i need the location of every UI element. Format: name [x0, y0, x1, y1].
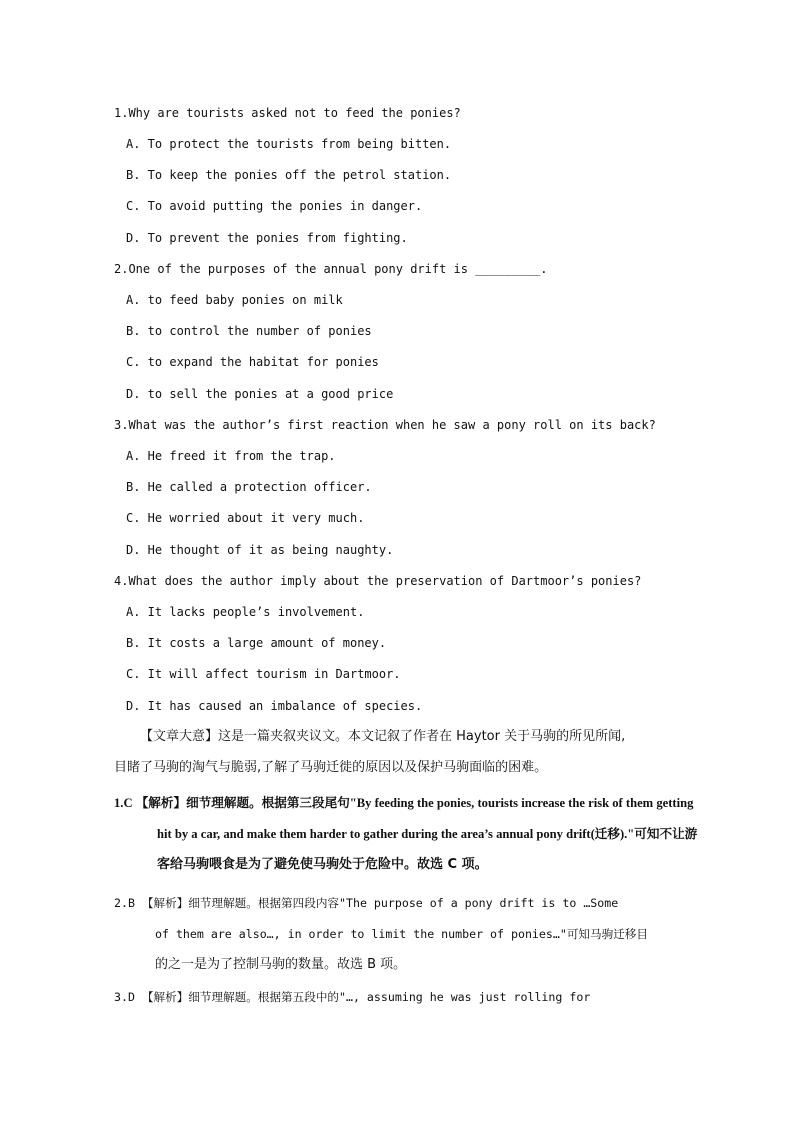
answer-2-line-3: 的之一是为了控制马驹的数量。故选 B 项。 — [155, 957, 407, 972]
question-4-stem: 4.What does the author imply about the preservation of Dartmoor’s ponies? — [114, 574, 642, 588]
question-2-option-b: B. to control the number of ponies — [126, 324, 372, 338]
answer-1-line-3: 客给马驹喂食是为了避免使马驹处于危险中。故选 C 项。 — [157, 857, 488, 872]
question-3-option-d: D. He thought of it as being naughty. — [126, 543, 394, 557]
question-4-option-c: C. It will affect tourism in Dartmoor. — [126, 667, 401, 681]
answer-2-line-2: of them are also…, in order to limit the number of ponies…"可知马驹迁移目 — [155, 927, 648, 941]
answer-3-line-1: 3.D 【解析】细节理解题。根据第五段中的"…, assuming he was just rolling for — [114, 990, 591, 1004]
answer-2-line-1: 2.B 【解析】细节理解题。根据第四段内容"The purpose of a pony drift is to …Some — [114, 896, 619, 910]
question-3-option-b: B. He called a protection officer. — [126, 480, 372, 494]
question-2-option-a: A. to feed baby ponies on milk — [126, 293, 343, 307]
summary-line-2: 目睹了马驹的淘气与脆弱,了解了马驹迁徙的原因以及保护马驹面临的困难。 — [114, 760, 548, 775]
question-4-option-a: A. It lacks people’s involvement. — [126, 605, 365, 619]
question-1-option-b: B. To keep the ponies off the petrol station. — [126, 168, 452, 182]
answer-1-line-1: 1.C 【解析】细节理解题。根据第三段尾句"By feeding the ponies, tourists increase the risk of them getting — [114, 796, 694, 810]
question-1-option-c: C. To avoid putting the ponies in danger. — [126, 199, 423, 213]
question-3-option-a: A. He freed it from the trap. — [126, 449, 336, 463]
question-2-option-d: D. to sell the ponies at a good price — [126, 387, 394, 401]
question-2-option-c: C. to expand the habitat for ponies — [126, 355, 379, 369]
question-3-option-c: C. He worried about it very much. — [126, 511, 365, 525]
question-4-option-d: D. It has caused an imbalance of species. — [126, 699, 423, 713]
question-3-stem: 3.What was the author’s first reaction when he saw a pony roll on its back? — [114, 418, 656, 432]
summary-line-1: 【文章大意】这是一篇夹叙夹议文。本文记叙了作者在 Haytor 关于马驹的所见所闻, — [140, 729, 626, 744]
question-1-option-d: D. To prevent the ponies from fighting. — [126, 231, 408, 245]
question-1-option-a: A. To protect the tourists from being bitten. — [126, 137, 452, 151]
question-4-option-b: B. It costs a large amount of money. — [126, 636, 387, 650]
question-1-stem: 1.Why are tourists asked not to feed the ponies? — [114, 106, 461, 120]
question-2-stem: 2.One of the purposes of the annual pony drift is _________. — [114, 262, 548, 276]
answer-1-line-2: hit by a car, and make them harder to gather during the area’s annual pony drift(迁移)."可知不让游 — [157, 827, 698, 841]
